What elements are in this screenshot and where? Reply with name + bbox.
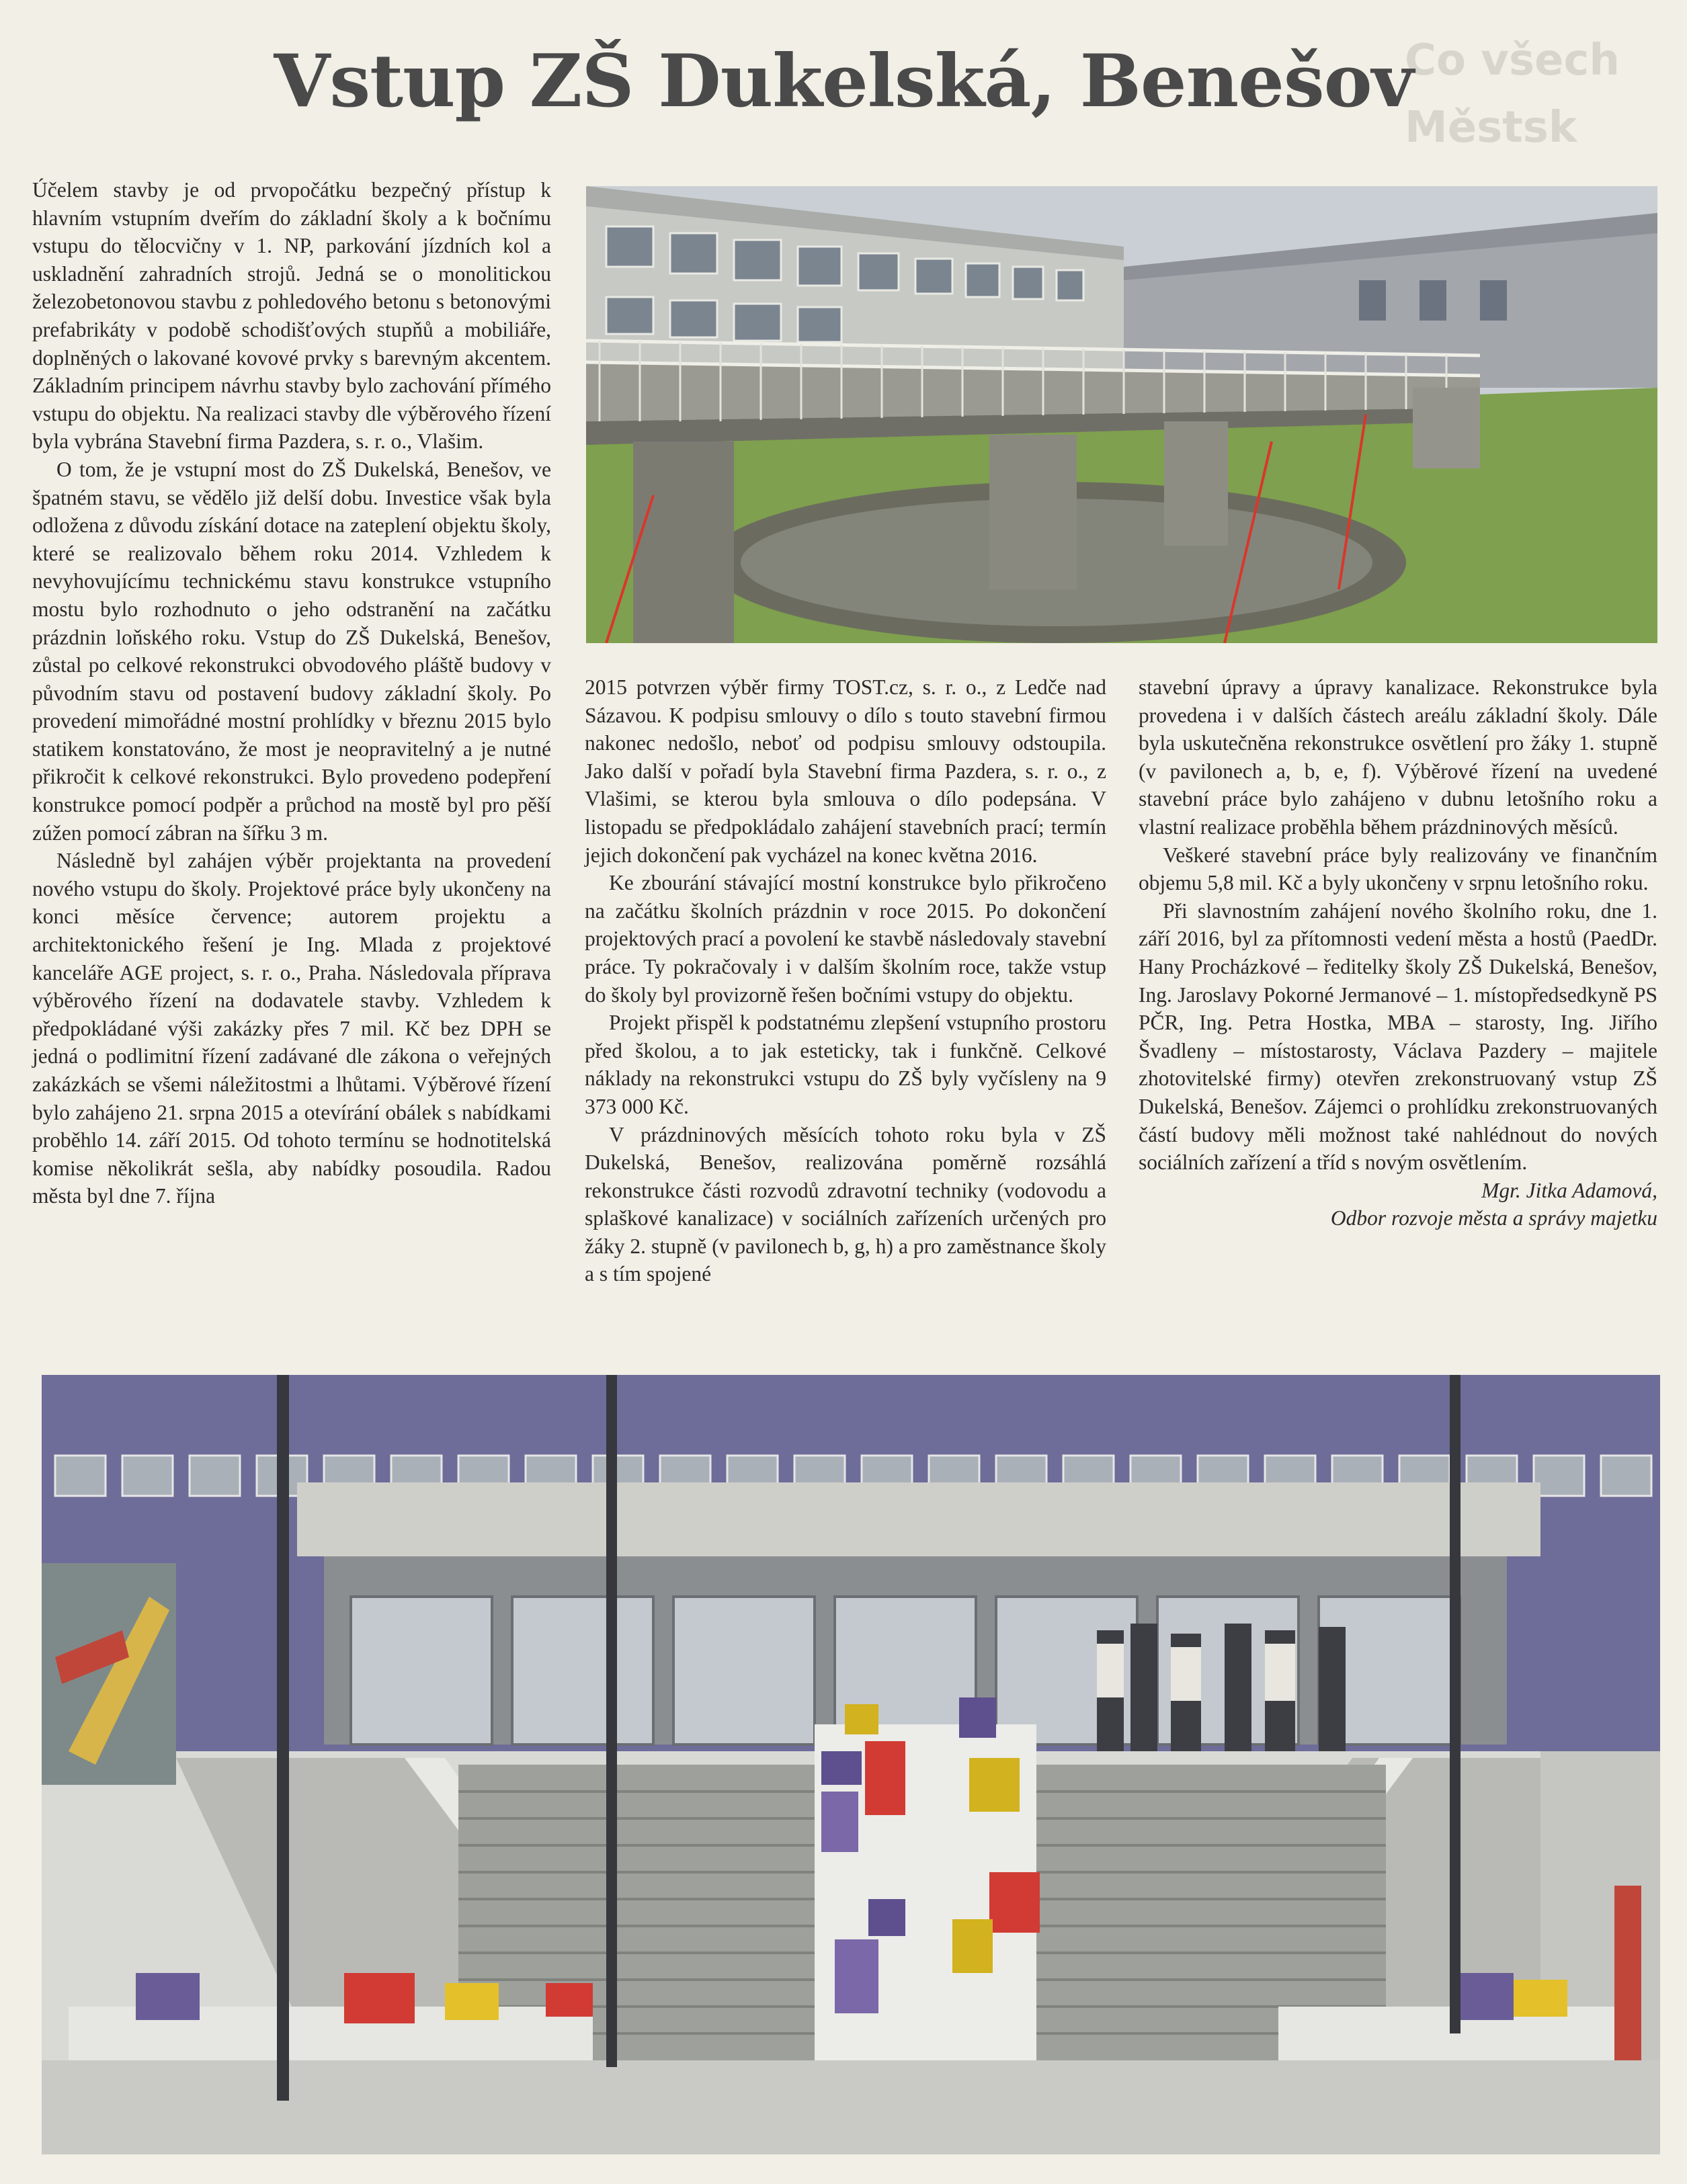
text-column-3 [1139, 673, 1657, 1232]
text-column-2 [585, 673, 1106, 1288]
paragraph: Účelem stavby je od prvopočátku bezpečný přístup k hlavním vstupním dveřím do základní školy a k bočnímu vstupu do tělocvičny v 1. NP, parkování jízdních kol a uskladnění zahradních strojů. Jedná se o monolitickou železobetonovou stavbu z pohledového betonu s betonovými prefabrikáty v podobě schodišťových stupňů a mobiliáře, doplněných o lakované kovové prvky s barevným akcentem. Základním principem návrhu stavby bylo zachování přímého vstupu do objektu. Na realizaci stavby dle výběrového řízení byla vybrána Stavební firma Pazdera, s. r. o., Vlašim. [32, 178, 551, 454]
article-title: Vstup ZŠ Dukelská, Benešov [274, 39, 1413, 124]
paragraph: Při slavnostním zahájení nového školního roku, dne 1. září 2016, byl za přítomnosti vedení města a hostů (PaedDr. Hany Procházkové – ředitelky školy ZŠ Dukelská, Benešov, Ing. Jaroslavy Pokorné Jermanové – 1. místopředsedkyně PS PČR, Ing. Petra Hostka, MBA – starosty, Ing. Jiřího Švadleny – místostarosty, Václava Pazdery – majitele zhotovitelské firmy) otevřen zrekonstruovaný vstup ZŠ Dukelská, Benešov. Zájemci o prohlídku zrekonstruovaných částí budovy měli možnost také nahlédnout do nových sociálních zařízení a tříd s novým osvětlením. [1139, 898, 1657, 1175]
text-column-1 [32, 176, 551, 1210]
adjacent-page-heading: Co všech Městsk [1405, 36, 1620, 153]
author-name: Mgr. Jitka Adamová, [1481, 1178, 1657, 1202]
paragraph: Projekt přispěl k podstatnému zlepšení vstupního prostoru před školou, a to jak esteticky, tak i funkčně. Celkové náklady na rekonstrukci vstupu do ZŠ byly vyčísleny na 9 373 000 Kč. [585, 1011, 1106, 1118]
new-entrance-photo [42, 1375, 1660, 2154]
paragraph: stavební úpravy a úpravy kanalizace. Rekonstrukce byla provedena i v dalších částech areálu základní školy. Dále byla uskutečněna rekonstrukce osvětlení pro žáky 1. stupně (v pavilonech a, b, e, f). Výběrové řízení na uvedené stavební práce bylo zahájeno v dubnu letošního roku a vlastní realizace proběhla během prázdninových měsíců. [1139, 675, 1657, 839]
author-department: Odbor rozvoje města a správy majetku [1330, 1206, 1657, 1230]
paragraph: V prázdninových měsících tohoto roku byla v ZŠ Dukelská, Benešov, realizována poměrně rozsáhlá rekonstrukce části rozvodů zdravotní techniky (vodovodu a splaškové kanalizace) v sociálních zařízeních určených pro žáky 2. stupně (v pavilonech b, g, h) a pro zaměstnance školy a s tím spojené [585, 1122, 1106, 1286]
old-bridge-photo [586, 186, 1657, 643]
paragraph: Ke zbourání stávající mostní konstrukce bylo přikročeno na začátku školních prázdnin v roce 2015. Po dokončení projektových prací a povolení ke stavbě následovaly stavební práce. Ty pokračovaly i v dalším školním roce, takže vstup do školy byl provizorně řešen bočními vstupy do objektu. [585, 871, 1106, 1007]
paragraph: 2015 potvrzen výběr firmy TOST.cz, s. r. o., z Ledče nad Sázavou. K podpisu smlouvy o dílo s touto stavební firmou nakonec nedošlo, neboť od podpisu smlouvy odstoupila. Jako další v pořadí byla Stavební firma Pazdera, s. r. o., z Vlašimi, se kterou byla smlouva o dílo podepsána. V listopadu se předpokládalo zahájení stavebních prací; termín jejich dokončení pak vycházel na konec května 2016. [585, 675, 1106, 867]
paragraph: O tom, že je vstupní most do ZŠ Dukelská, Benešov, ve špatném stavu, se vědělo již delší dobu. Investice však byla odložena z důvodu získání dotace na zateplení objektu školy, které se realizovalo během roku 2014. Vzhledem k nevyhovujícímu technickému stavu konstrukce vstupního mostu bylo rozhodnuto o jeho odstranění na začátku prázdnin loňského roku. Vstup do ZŠ Dukelská, Benešov, zůstal po celkové rekonstrukci obvodového pláště budovy v původním stavu od postavení budovy základní školy. Po provedení mimořádné mostní prohlídky v březnu 2015 bylo statikem konstatováno, že most je neopravitelný a je nutné přikročit k celkové rekonstrukci. Bylo provedeno podepření konstrukce pomocí podpěr a průchod na mostě byl pro pěší zúžen pomocí zábran na šířku 3 m. [32, 457, 551, 845]
paragraph: Veškeré stavební práce byly realizovány ve finančním objemu 5,8 mil. Kč a byly ukončeny v srpnu letošního roku. [1139, 843, 1657, 895]
paragraph: Následně byl zahájen výběr projektanta na provedení nového vstupu do školy. Projektové práce byly ukončeny na konci měsíce července; autorem projektu a architektonického řešení je Ing. Mlada z projektové kanceláře AGE project, s. r. o., Praha. Následovala příprava výběrového řízení na dodavatele stavby. Vzhledem k předpokládané výši zakázky přes 7 mil. Kč bez DPH se jedná o podlimitní řízení zadávané dle zákona o veřejných zakázkách se všemi náležitostmi a lhůtami. Výběrové řízení bylo zahájeno 21. srpna 2015 a otevírání obálek s nabídkami proběhlo 14. září 2015. Od tohoto termínu se hodnotitelská komise několikrát sešla, aby nabídky posoudila. Radou města byl dne 7. října [32, 849, 551, 1208]
